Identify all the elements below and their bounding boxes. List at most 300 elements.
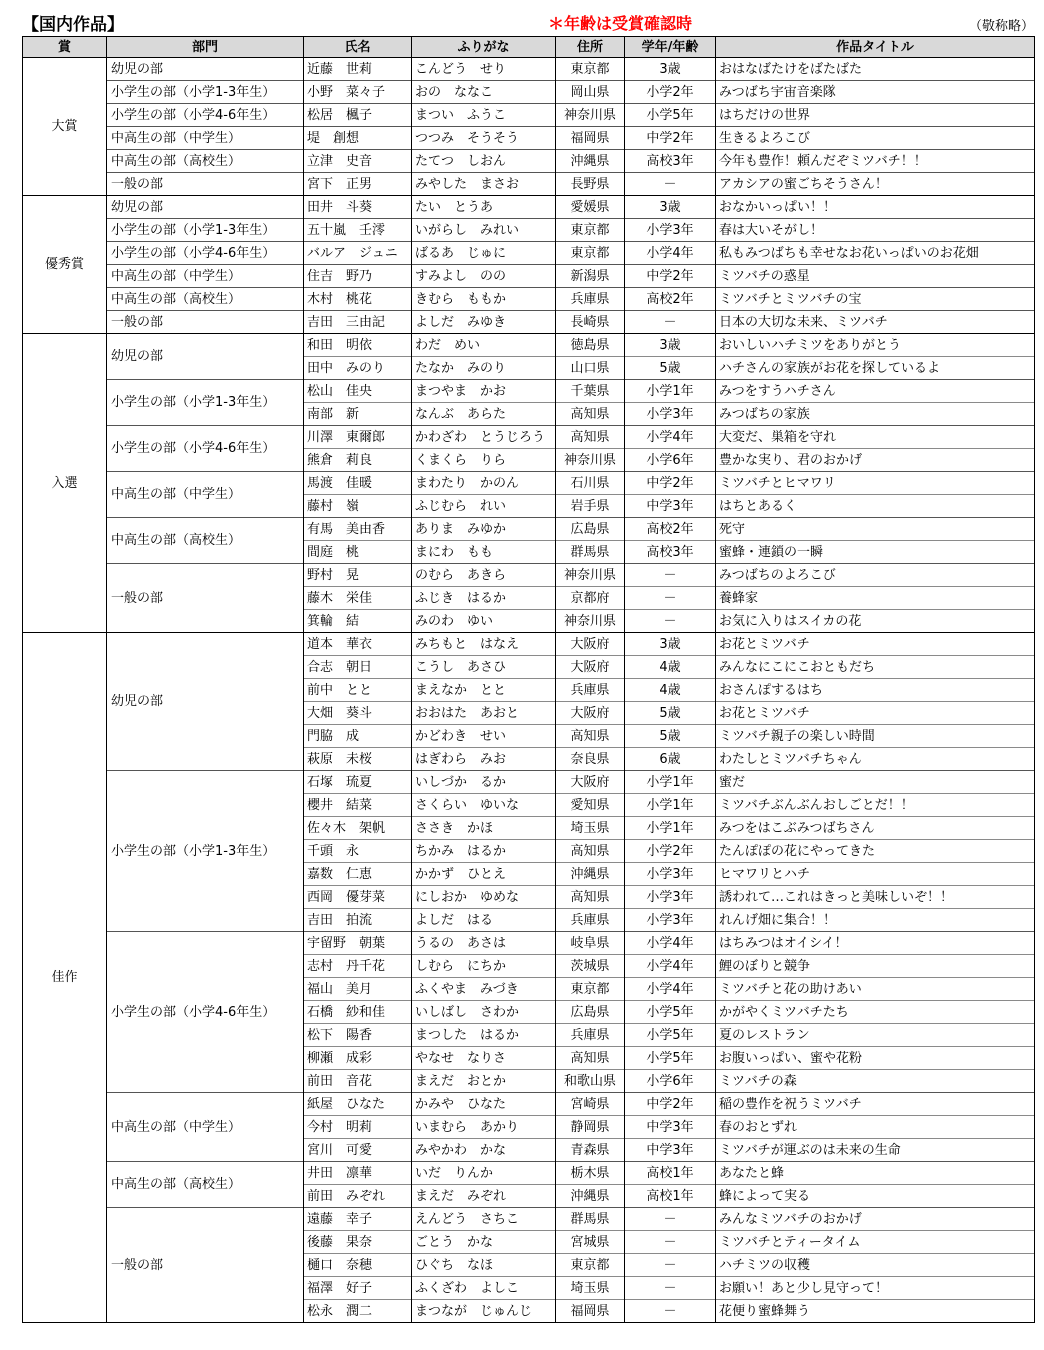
address-cell: 京都府	[556, 587, 625, 610]
name-cell: 遠藤 幸子	[304, 1208, 412, 1231]
title-cell: ミツバチの惑星	[716, 265, 1035, 288]
name-cell: 福澤 好子	[304, 1277, 412, 1300]
grade-cell: 3歳	[625, 58, 716, 81]
furigana-cell: はぎわら みお	[412, 748, 556, 771]
address-cell: 岡山県	[556, 81, 625, 104]
name-cell: 宮川 可愛	[304, 1139, 412, 1162]
table-row	[23, 127, 1035, 150]
grade-cell: 4歳	[625, 656, 716, 679]
division-cell: 小学生の部（小学4-6年生）	[107, 104, 304, 127]
title-cell: お花とミツバチ	[716, 633, 1035, 656]
division-cell: 中高生の部（高校生）	[107, 288, 304, 311]
division-cell: 幼児の部	[107, 334, 304, 380]
name-cell: 住吉 野乃	[304, 265, 412, 288]
awards-table-body	[23, 58, 1035, 1323]
grade-cell: 中学2年	[625, 1093, 716, 1116]
grade-cell: 小学2年	[625, 81, 716, 104]
division-cell: 一般の部	[107, 1208, 304, 1323]
division-cell: 中高生の部（中学生）	[107, 127, 304, 150]
grade-cell: 小学3年	[625, 863, 716, 886]
furigana-cell: ささき かほ	[412, 817, 556, 840]
table-row	[23, 334, 1035, 357]
furigana-cell: みやかわ かな	[412, 1139, 556, 1162]
furigana-cell: おの ななこ	[412, 81, 556, 104]
grade-cell: 小学3年	[625, 909, 716, 932]
title-cell: みつばち宇宙音楽隊	[716, 81, 1035, 104]
header-grade: 学年/年齢	[625, 37, 716, 58]
furigana-cell: ふじむら れい	[412, 495, 556, 518]
address-cell: 茨城県	[556, 955, 625, 978]
table-row	[23, 633, 1035, 656]
name-cell: 有馬 美由香	[304, 518, 412, 541]
grade-cell: －	[625, 1208, 716, 1231]
grade-cell: 小学1年	[625, 817, 716, 840]
name-cell: 千頭 永	[304, 840, 412, 863]
address-cell: 宮崎県	[556, 1093, 625, 1116]
address-cell: 岩手県	[556, 495, 625, 518]
title-cell: わたしとミツバチちゃん	[716, 748, 1035, 771]
name-cell: 前中 とと	[304, 679, 412, 702]
grade-cell: 小学1年	[625, 794, 716, 817]
division-cell: 幼児の部	[107, 196, 304, 219]
title-cell: ミツバチとティータイム	[716, 1231, 1035, 1254]
division-cell: 中高生の部（中学生）	[107, 472, 304, 518]
grade-cell: 小学3年	[625, 219, 716, 242]
address-cell: 東京都	[556, 242, 625, 265]
furigana-cell: やなせ なりさ	[412, 1047, 556, 1070]
grade-cell: 高校1年	[625, 1185, 716, 1208]
furigana-cell: みちもと はなえ	[412, 633, 556, 656]
name-cell: 箕輪 結	[304, 610, 412, 633]
furigana-cell: のむら あきら	[412, 564, 556, 587]
table-row	[23, 472, 1035, 495]
division-cell: 一般の部	[107, 564, 304, 633]
furigana-cell: つつみ そうそう	[412, 127, 556, 150]
title-cell: 蜜蜂・連鎖の一瞬	[716, 541, 1035, 564]
furigana-cell: みのわ ゆい	[412, 610, 556, 633]
address-cell: 広島県	[556, 1001, 625, 1024]
grade-cell: －	[625, 1277, 716, 1300]
award-cell: 佳作	[23, 633, 107, 1323]
grade-cell: 中学2年	[625, 472, 716, 495]
address-cell: 兵庫県	[556, 1024, 625, 1047]
furigana-cell: ふくやま みづき	[412, 978, 556, 1001]
address-cell: 千葉県	[556, 380, 625, 403]
address-cell: 沖縄県	[556, 863, 625, 886]
address-cell: 兵庫県	[556, 909, 625, 932]
name-cell: 藤村 嶺	[304, 495, 412, 518]
furigana-cell: まわたり かのん	[412, 472, 556, 495]
grade-cell: 中学3年	[625, 1116, 716, 1139]
grade-cell: 小学5年	[625, 1024, 716, 1047]
title-cell: ミツバチぶんぶんおしごとだ！！	[716, 794, 1035, 817]
address-cell: 神奈川県	[556, 104, 625, 127]
title-cell: 生きるよろこび	[716, 127, 1035, 150]
title-cell: 春は大いそがし！	[716, 219, 1035, 242]
grade-cell: －	[625, 587, 716, 610]
furigana-cell: いまむら あかり	[412, 1116, 556, 1139]
name-cell: 前田 みぞれ	[304, 1185, 412, 1208]
title-cell: はちだけの世界	[716, 104, 1035, 127]
furigana-cell: おおはた あおと	[412, 702, 556, 725]
furigana-cell: まえだ おとか	[412, 1070, 556, 1093]
address-cell: 奈良県	[556, 748, 625, 771]
name-cell: 五十嵐 壬澪	[304, 219, 412, 242]
name-cell: 吉田 拍流	[304, 909, 412, 932]
title-cell: アカシアの蜜ごちそうさん！	[716, 173, 1035, 196]
name-cell: 大畑 葵斗	[304, 702, 412, 725]
name-cell: 西岡 優芽菜	[304, 886, 412, 909]
grade-cell: 5歳	[625, 702, 716, 725]
title-cell: 日本の大切な未来、ミツバチ	[716, 311, 1035, 334]
division-cell: 幼児の部	[107, 58, 304, 81]
grade-cell: 中学3年	[625, 495, 716, 518]
furigana-cell: まつい ふうこ	[412, 104, 556, 127]
name-cell: 立津 史音	[304, 150, 412, 173]
grade-cell: 高校2年	[625, 288, 716, 311]
furigana-cell: いしづか るか	[412, 771, 556, 794]
furigana-cell: しむら にちか	[412, 955, 556, 978]
title-cell: 大変だ、巣箱を守れ	[716, 426, 1035, 449]
table-header-row	[23, 37, 1035, 58]
furigana-cell: えんどう さちこ	[412, 1208, 556, 1231]
table-row	[23, 1093, 1035, 1116]
name-cell: 川澤 東爾郎	[304, 426, 412, 449]
grade-cell: 小学1年	[625, 380, 716, 403]
grade-cell: 小学3年	[625, 403, 716, 426]
header-address: 住所	[556, 37, 625, 58]
table-row	[23, 288, 1035, 311]
name-cell: 野村 晃	[304, 564, 412, 587]
furigana-cell: たなか みのり	[412, 357, 556, 380]
address-cell: 高知県	[556, 1047, 625, 1070]
title-cell: みつばちのよろこび	[716, 564, 1035, 587]
name-cell: 櫻井 結菜	[304, 794, 412, 817]
name-cell: 間庭 桃	[304, 541, 412, 564]
name-cell: バルア ジュニ	[304, 242, 412, 265]
table-row	[23, 173, 1035, 196]
title-cell: たんぽぽの花にやってきた	[716, 840, 1035, 863]
name-cell: 志村 丹千花	[304, 955, 412, 978]
address-cell: 群馬県	[556, 1208, 625, 1231]
header-name: 氏名	[304, 37, 412, 58]
name-cell: 堤 創想	[304, 127, 412, 150]
furigana-cell: きむら ももか	[412, 288, 556, 311]
name-cell: 和田 明依	[304, 334, 412, 357]
title-cell: みんなミツバチのおかげ	[716, 1208, 1035, 1231]
grade-cell: 5歳	[625, 357, 716, 380]
grade-cell: －	[625, 311, 716, 334]
address-cell: 長崎県	[556, 311, 625, 334]
division-cell: 中高生の部（中学生）	[107, 1093, 304, 1162]
title-cell: お願い！あと少し見守って！	[716, 1277, 1035, 1300]
furigana-cell: かわざわ とうじろう	[412, 426, 556, 449]
title-cell: れんげ畑に集合！！	[716, 909, 1035, 932]
address-cell: 東京都	[556, 58, 625, 81]
division-cell: 中高生の部（高校生）	[107, 518, 304, 564]
division-cell: 小学生の部（小学4-6年生）	[107, 932, 304, 1093]
grade-cell: －	[625, 564, 716, 587]
grade-cell: 小学4年	[625, 426, 716, 449]
address-cell: 岐阜県	[556, 932, 625, 955]
name-cell: 合志 朝日	[304, 656, 412, 679]
furigana-cell: わだ めい	[412, 334, 556, 357]
header-title: 作品タイトル	[716, 37, 1035, 58]
address-cell: 神奈川県	[556, 610, 625, 633]
title-cell: お腹いっぱい、蜜や花粉	[716, 1047, 1035, 1070]
name-cell: 小野 菜々子	[304, 81, 412, 104]
name-cell: 萩原 未桜	[304, 748, 412, 771]
table-row	[23, 518, 1035, 541]
address-cell: 青森県	[556, 1139, 625, 1162]
division-cell: 小学生の部（小学4-6年生）	[107, 426, 304, 472]
address-cell: 高知県	[556, 403, 625, 426]
furigana-cell: くまくら りら	[412, 449, 556, 472]
table-row	[23, 219, 1035, 242]
table-row	[23, 564, 1035, 587]
title-cell: 養蜂家	[716, 587, 1035, 610]
title-cell: 花便り蜜蜂舞う	[716, 1300, 1035, 1323]
title-cell: お花とミツバチ	[716, 702, 1035, 725]
title-cell: ヒマワリとハチ	[716, 863, 1035, 886]
title-cell: ハチさんの家族がお花を探しているよ	[716, 357, 1035, 380]
title-cell: 私もみつばちも幸せなお花いっぱいのお花畑	[716, 242, 1035, 265]
table-row	[23, 150, 1035, 173]
name-cell: 門脇 成	[304, 725, 412, 748]
division-cell: 小学生の部（小学1-3年生）	[107, 380, 304, 426]
name-cell: 樋口 奈穂	[304, 1254, 412, 1277]
grade-cell: －	[625, 1300, 716, 1323]
name-cell: 石塚 琉夏	[304, 771, 412, 794]
grade-cell: 小学3年	[625, 886, 716, 909]
furigana-cell: なんぶ あらた	[412, 403, 556, 426]
address-cell: 埼玉県	[556, 1277, 625, 1300]
grade-cell: 小学4年	[625, 242, 716, 265]
division-cell: 中高生の部（中学生）	[107, 265, 304, 288]
name-cell: 熊倉 莉良	[304, 449, 412, 472]
address-cell: 愛知県	[556, 794, 625, 817]
grade-cell: 4歳	[625, 679, 716, 702]
grade-cell: 3歳	[625, 633, 716, 656]
name-cell: 福山 美月	[304, 978, 412, 1001]
name-cell: 田井 斗葵	[304, 196, 412, 219]
furigana-cell: よしだ はる	[412, 909, 556, 932]
address-cell: 神奈川県	[556, 564, 625, 587]
grade-cell: 中学2年	[625, 265, 716, 288]
address-cell: 栃木県	[556, 1162, 625, 1185]
name-cell: 道本 華衣	[304, 633, 412, 656]
name-cell: 近藤 世莉	[304, 58, 412, 81]
table-row	[23, 771, 1035, 794]
title-cell: ミツバチとミツバチの宝	[716, 288, 1035, 311]
title-cell: かがやくミツバチたち	[716, 1001, 1035, 1024]
name-cell: 柳瀬 成彩	[304, 1047, 412, 1070]
title-cell: あなたと蜂	[716, 1162, 1035, 1185]
address-cell: 大阪府	[556, 771, 625, 794]
table-row	[23, 380, 1035, 403]
address-cell: 福岡県	[556, 127, 625, 150]
name-cell: 木村 桃花	[304, 288, 412, 311]
furigana-cell: ありま みゆか	[412, 518, 556, 541]
name-cell: 藤木 栄佳	[304, 587, 412, 610]
awards-table	[22, 36, 1035, 1323]
address-cell: 神奈川県	[556, 449, 625, 472]
furigana-cell: にしおか ゆめな	[412, 886, 556, 909]
address-cell: 東京都	[556, 219, 625, 242]
title-cell: ミツバチと花の助けあい	[716, 978, 1035, 1001]
title-cell: 春のおとずれ	[716, 1116, 1035, 1139]
furigana-cell: たてつ しおん	[412, 150, 556, 173]
table-row	[23, 104, 1035, 127]
title-cell: ハチミツの収穫	[716, 1254, 1035, 1277]
division-cell: 小学生の部（小学1-3年生）	[107, 81, 304, 104]
section-title: 【国内作品】	[22, 15, 124, 35]
address-cell: 東京都	[556, 978, 625, 1001]
grade-cell: 3歳	[625, 196, 716, 219]
header-award: 賞	[23, 37, 107, 58]
title-cell: 今年も豊作！頼んだぞミツバチ！！	[716, 150, 1035, 173]
grade-cell: 中学2年	[625, 127, 716, 150]
title-cell: 夏のレストラン	[716, 1024, 1035, 1047]
address-cell: 群馬県	[556, 541, 625, 564]
title-cell: 鯉のぼりと競争	[716, 955, 1035, 978]
grade-cell: 小学4年	[625, 955, 716, 978]
table-row	[23, 311, 1035, 334]
address-cell: 山口県	[556, 357, 625, 380]
address-cell: 高知県	[556, 886, 625, 909]
name-cell: 田中 みのり	[304, 357, 412, 380]
name-cell: 南部 新	[304, 403, 412, 426]
furigana-cell: いがらし みれい	[412, 219, 556, 242]
address-cell: 広島県	[556, 518, 625, 541]
furigana-cell: まつやま かお	[412, 380, 556, 403]
grade-cell: 3歳	[625, 334, 716, 357]
furigana-cell: ちかみ はるか	[412, 840, 556, 863]
name-cell: 吉田 三由記	[304, 311, 412, 334]
grade-cell: 高校1年	[625, 1162, 716, 1185]
title-cell: みつをすうハチさん	[716, 380, 1035, 403]
name-cell: 今村 明莉	[304, 1116, 412, 1139]
address-cell: 埼玉県	[556, 817, 625, 840]
furigana-cell: ふじき はるか	[412, 587, 556, 610]
title-cell: ミツバチ親子の楽しい時間	[716, 725, 1035, 748]
title-cell: ミツバチの森	[716, 1070, 1035, 1093]
division-cell: 中高生の部（高校生）	[107, 150, 304, 173]
age-note: ＊年齢は受賞確認時	[548, 14, 693, 33]
address-cell: 新潟県	[556, 265, 625, 288]
title-cell: 稲の豊作を祝うミツバチ	[716, 1093, 1035, 1116]
table-row	[23, 932, 1035, 955]
address-cell: 石川県	[556, 472, 625, 495]
name-cell: 松山 佳央	[304, 380, 412, 403]
address-cell: 高知県	[556, 840, 625, 863]
furigana-cell: まにわ もも	[412, 541, 556, 564]
header-division: 部門	[107, 37, 304, 58]
title-cell: おいしいハチミツをありがとう	[716, 334, 1035, 357]
title-cell: ミツバチが運ぶのは未来の生命	[716, 1139, 1035, 1162]
name-cell: 宮下 正男	[304, 173, 412, 196]
grade-cell: 5歳	[625, 725, 716, 748]
furigana-cell: ばるあ じゅに	[412, 242, 556, 265]
award-cell: 大賞	[23, 58, 107, 196]
address-cell: 徳島県	[556, 334, 625, 357]
title-cell: 豊かな実り、君のおかげ	[716, 449, 1035, 472]
address-cell: 沖縄県	[556, 150, 625, 173]
furigana-cell: さくらい ゆいな	[412, 794, 556, 817]
furigana-cell: かかず ひとえ	[412, 863, 556, 886]
table-row	[23, 242, 1035, 265]
furigana-cell: ひぐち なほ	[412, 1254, 556, 1277]
address-cell: 東京都	[556, 1254, 625, 1277]
division-cell: 小学生の部（小学1-3年生）	[107, 771, 304, 932]
address-cell: 高知県	[556, 426, 625, 449]
table-row	[23, 1208, 1035, 1231]
furigana-cell: ふくざわ よしこ	[412, 1277, 556, 1300]
address-cell: 大阪府	[556, 656, 625, 679]
furigana-cell: まえなか とと	[412, 679, 556, 702]
address-cell: 愛媛県	[556, 196, 625, 219]
furigana-cell: まつした はるか	[412, 1024, 556, 1047]
grade-cell: 小学2年	[625, 840, 716, 863]
table-row	[23, 58, 1035, 81]
grade-cell: －	[625, 173, 716, 196]
honorific-note: （敬称略）	[968, 19, 1034, 34]
division-cell: 幼児の部	[107, 633, 304, 771]
grade-cell: 小学5年	[625, 1047, 716, 1070]
name-cell: 嘉数 仁恵	[304, 863, 412, 886]
furigana-cell: いしばし さわか	[412, 1001, 556, 1024]
address-cell: 宮城県	[556, 1231, 625, 1254]
furigana-cell: ごとう かな	[412, 1231, 556, 1254]
name-cell: 宇留野 朝葉	[304, 932, 412, 955]
name-cell: 石橋 紗和佳	[304, 1001, 412, 1024]
name-cell: 松居 楓子	[304, 104, 412, 127]
division-cell: 小学生の部（小学1-3年生）	[107, 219, 304, 242]
furigana-cell: いだ りんか	[412, 1162, 556, 1185]
title-cell: はちとあるく	[716, 495, 1035, 518]
name-cell: 馬渡 佳暖	[304, 472, 412, 495]
title-cell: みつばちの家族	[716, 403, 1035, 426]
grade-cell: －	[625, 610, 716, 633]
furigana-cell: まえだ みぞれ	[412, 1185, 556, 1208]
grade-cell: 高校3年	[625, 150, 716, 173]
division-cell: 一般の部	[107, 173, 304, 196]
name-cell: 後藤 果奈	[304, 1231, 412, 1254]
table-row	[23, 265, 1035, 288]
furigana-cell: かみや ひなた	[412, 1093, 556, 1116]
title-cell: 死守	[716, 518, 1035, 541]
address-cell: 兵庫県	[556, 288, 625, 311]
furigana-cell: かどわき せい	[412, 725, 556, 748]
grade-cell: 6歳	[625, 748, 716, 771]
furigana-cell: すみよし のの	[412, 265, 556, 288]
title-cell: ミツバチとヒマワリ	[716, 472, 1035, 495]
table-row	[23, 1162, 1035, 1185]
grade-cell: 小学4年	[625, 978, 716, 1001]
title-cell: お気に入りはスイカの花	[716, 610, 1035, 633]
furigana-cell: こんどう せり	[412, 58, 556, 81]
award-cell: 優秀賞	[23, 196, 107, 334]
furigana-cell: うるの あさは	[412, 932, 556, 955]
division-cell: 中高生の部（高校生）	[107, 1162, 304, 1208]
furigana-cell: たい とうあ	[412, 196, 556, 219]
header-furigana: ふりがな	[412, 37, 556, 58]
address-cell: 兵庫県	[556, 679, 625, 702]
address-cell: 静岡県	[556, 1116, 625, 1139]
name-cell: 前田 音花	[304, 1070, 412, 1093]
address-cell: 福岡県	[556, 1300, 625, 1323]
address-cell: 高知県	[556, 725, 625, 748]
